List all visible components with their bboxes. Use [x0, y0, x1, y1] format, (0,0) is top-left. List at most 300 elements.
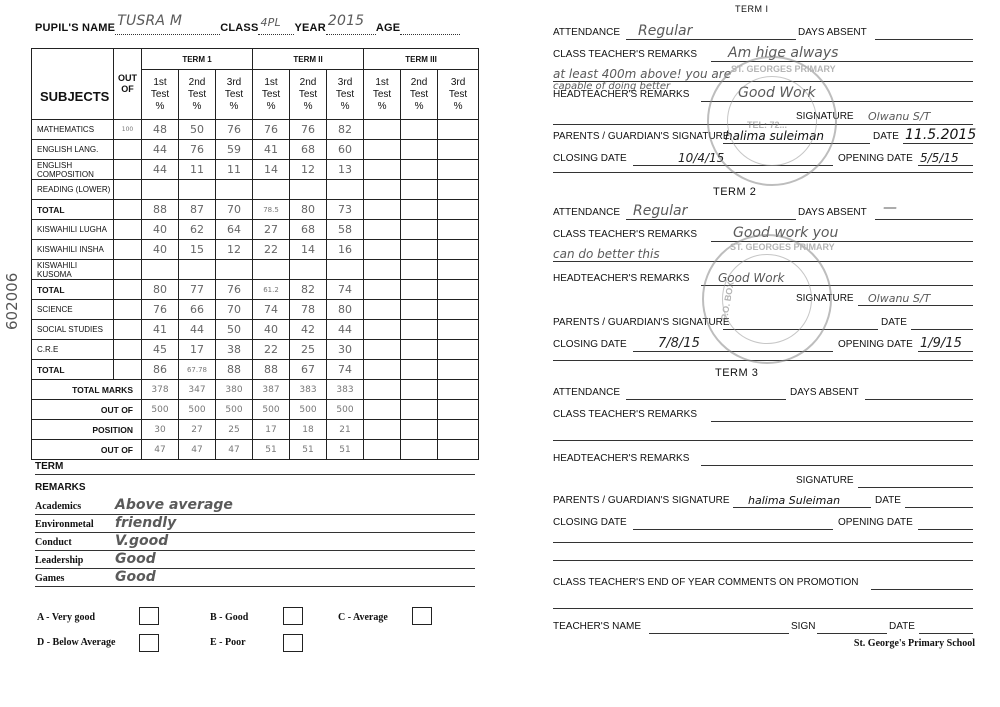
eoy-comments-label: CLASS TEACHER'S END OF YEAR COMMENTS ON PROMOTION [553, 577, 859, 588]
term1-title: TERM I [735, 4, 769, 14]
score-cell[interactable]: 47 [216, 440, 253, 460]
subject-name: SOCIAL STUDIES [32, 320, 114, 340]
score-cell[interactable]: 30 [327, 340, 364, 360]
score-cell[interactable] [438, 360, 479, 380]
school-stamp-term1 [707, 56, 837, 186]
score-cell[interactable]: 80 [290, 200, 327, 220]
term3-title: TERM 3 [715, 367, 759, 379]
score-cell[interactable]: 27 [179, 420, 216, 440]
t1-closing-value[interactable]: 10/4/15 [678, 151, 725, 165]
remark-value[interactable]: Good [115, 569, 156, 585]
score-cell[interactable] [327, 260, 364, 280]
outof-cell[interactable]: 100 [114, 120, 142, 140]
remark-value[interactable]: Good [115, 551, 156, 567]
score-cell[interactable]: 500 [253, 400, 290, 420]
score-cell[interactable]: 38 [216, 340, 253, 360]
score-cell[interactable]: 500 [290, 400, 327, 420]
subject-name: ENGLISH COMPOSITION [32, 160, 114, 180]
stamp2-text-top: ST. GEORGES PRIMARY [730, 242, 835, 252]
t1-opening-value[interactable]: 5/5/15 [920, 151, 959, 165]
score-cell[interactable] [364, 300, 401, 320]
score-cell[interactable]: 14 [253, 160, 290, 180]
score-cell[interactable]: 378 [142, 380, 179, 400]
score-cell[interactable] [401, 240, 438, 260]
t3-class-teacher-row [553, 406, 973, 422]
score-cell[interactable] [364, 320, 401, 340]
t2-class-teacher-value-2[interactable]: can do better this [553, 247, 660, 261]
score-cell[interactable]: 40 [253, 320, 290, 340]
pupil-name-label: PUPIL'S NAME [35, 22, 116, 34]
score-cell[interactable] [253, 260, 290, 280]
t2-opening-label: OPENING DATE [838, 339, 913, 350]
score-cell[interactable] [438, 120, 479, 140]
key-d: D - Below Average [37, 637, 116, 648]
table-row [32, 320, 479, 340]
t3-signature-row [553, 472, 973, 488]
table-row [32, 200, 479, 220]
score-cell[interactable] [216, 180, 253, 200]
score-cell[interactable]: 74 [253, 300, 290, 320]
side-number: 602006 [3, 272, 21, 330]
outof-cell[interactable] [114, 260, 142, 280]
score-cell[interactable]: 40 [142, 240, 179, 260]
t1-closing-label: CLOSING DATE [553, 153, 627, 164]
score-cell[interactable] [364, 220, 401, 240]
table-row [32, 220, 479, 240]
score-cell[interactable] [401, 280, 438, 300]
score-cell[interactable]: 76 [142, 300, 179, 320]
subject-name: SCIENCE [32, 300, 114, 320]
t1-date-label: DATE [873, 131, 899, 142]
score-cell[interactable] [253, 180, 290, 200]
t1-class-teacher-label: CLASS TEACHER'S REMARKS [553, 49, 697, 60]
score-cell[interactable]: 380 [216, 380, 253, 400]
score-cell[interactable]: 11 [216, 160, 253, 180]
score-cell[interactable]: 12 [216, 240, 253, 260]
score-cell[interactable] [179, 180, 216, 200]
score-cell[interactable] [438, 240, 479, 260]
subject-name: READING (LOWER) [32, 180, 114, 200]
t3-line-a [553, 542, 973, 543]
term1-header: TERM 1 [142, 49, 253, 70]
t1-date-value[interactable]: 11.5.2015 [905, 127, 977, 143]
remark-label: Environmetal [35, 519, 94, 530]
score-cell[interactable] [290, 260, 327, 280]
remark-row [35, 497, 475, 515]
outof-cell[interactable] [114, 360, 142, 380]
table-row [32, 400, 479, 420]
table-row [32, 340, 479, 360]
subject-name: KISWAHILI KUSOMA [32, 260, 114, 280]
score-cell[interactable]: 64 [216, 220, 253, 240]
class-value: 4PL [260, 16, 281, 29]
score-cell[interactable]: 88 [253, 360, 290, 380]
score-cell[interactable]: 76 [216, 280, 253, 300]
t1-headteacher-label: HEADTEACHER'S REMARKS [553, 89, 690, 100]
age-field[interactable] [400, 22, 460, 35]
score-cell[interactable]: 13 [327, 160, 364, 180]
score-cell[interactable]: 50 [179, 120, 216, 140]
score-cell[interactable] [438, 200, 479, 220]
outof-cell[interactable] [114, 280, 142, 300]
score-cell[interactable] [438, 280, 479, 300]
remark-label: Conduct [35, 537, 72, 548]
score-cell[interactable] [438, 380, 479, 400]
key-e: E - Poor [210, 637, 246, 648]
score-cell[interactable] [401, 180, 438, 200]
score-cell[interactable]: 17 [253, 420, 290, 440]
score-cell[interactable]: 44 [142, 140, 179, 160]
score-cell[interactable]: 70 [216, 200, 253, 220]
score-cell[interactable] [401, 380, 438, 400]
score-cell[interactable]: 44 [179, 320, 216, 340]
t3-date-label: DATE [875, 495, 901, 506]
score-cell[interactable]: 62 [179, 220, 216, 240]
score-cell[interactable] [364, 140, 401, 160]
t1-headteacher-value[interactable]: Good Work [738, 85, 816, 101]
score-cell[interactable]: 44 [327, 320, 364, 340]
score-cell[interactable] [179, 260, 216, 280]
pupil-info-line [35, 13, 460, 35]
score-cell[interactable] [364, 400, 401, 420]
score-cell[interactable]: 74 [327, 360, 364, 380]
score-cell[interactable]: 41 [142, 320, 179, 340]
t1-class-teacher-value-1[interactable]: Am hige always [728, 45, 839, 61]
class-label: CLASS [220, 22, 259, 34]
score-cell[interactable] [401, 320, 438, 340]
eoy-date-label: DATE [889, 621, 915, 632]
table-row [32, 360, 479, 380]
t3-headteacher-row [553, 450, 973, 466]
score-cell[interactable] [438, 420, 479, 440]
t2-headteacher-value[interactable]: Good Work [718, 271, 785, 285]
score-cell[interactable]: 40 [142, 220, 179, 240]
score-cell[interactable] [438, 160, 479, 180]
score-cell[interactable] [438, 320, 479, 340]
score-cell[interactable]: 74 [327, 280, 364, 300]
t2-signature-label: SIGNATURE [796, 293, 854, 304]
remark-label: Leadership [35, 555, 84, 566]
score-cell[interactable]: 22 [253, 340, 290, 360]
table-row [32, 380, 479, 400]
score-cell[interactable] [364, 180, 401, 200]
year-field[interactable] [326, 13, 376, 35]
t1-signature-label: SIGNATURE [796, 111, 854, 122]
school-name: St. George's Primary School [853, 638, 975, 649]
score-cell[interactable]: 47 [179, 440, 216, 460]
subject-name: C.R.E [32, 340, 114, 360]
score-cell[interactable]: 88 [142, 200, 179, 220]
outof-cell[interactable] [114, 160, 142, 180]
score-cell[interactable] [364, 420, 401, 440]
score-cell[interactable]: 51 [253, 440, 290, 460]
remark-label: Academics [35, 501, 82, 512]
score-cell[interactable]: 41 [253, 140, 290, 160]
score-cell[interactable] [438, 260, 479, 280]
score-cell[interactable]: 82 [327, 120, 364, 140]
remark-value[interactable]: V.good [115, 533, 169, 549]
year-label: YEAR [294, 22, 326, 34]
term2-title: TERM 2 [713, 186, 757, 198]
t2-days-absent-label: DAYS ABSENT [798, 207, 867, 218]
test-header-t1-2: 2nd Test % [179, 70, 216, 120]
score-cell[interactable] [438, 180, 479, 200]
score-cell[interactable]: 27 [253, 220, 290, 240]
subject-name: ENGLISH LANG. [32, 140, 114, 160]
score-cell[interactable]: 78 [290, 300, 327, 320]
outof-cell[interactable] [114, 220, 142, 240]
score-cell[interactable]: 68 [290, 140, 327, 160]
subject-name: POSITION [32, 420, 142, 440]
remark-value[interactable]: friendly [115, 515, 177, 531]
grades-table [31, 48, 479, 460]
outof-cell[interactable] [114, 200, 142, 220]
score-cell[interactable] [327, 180, 364, 200]
eoy-teacher-name-label: TEACHER'S NAME [553, 621, 642, 632]
score-cell[interactable]: 67 [290, 360, 327, 380]
score-cell[interactable]: 11 [179, 160, 216, 180]
subject-name: TOTAL [32, 360, 114, 380]
score-cell[interactable]: 17 [179, 340, 216, 360]
remarks-label: REMARKS [35, 482, 86, 493]
t1-days-absent-label: DAYS ABSENT [798, 27, 867, 38]
score-cell[interactable] [364, 240, 401, 260]
score-cell[interactable] [401, 220, 438, 240]
score-cell[interactable]: 60 [327, 140, 364, 160]
score-cell[interactable]: 18 [290, 420, 327, 440]
t3-attendance-label: ATTENDANCE [553, 387, 621, 398]
score-cell[interactable]: 80 [142, 280, 179, 300]
subjects-header: SUBJECTS [32, 49, 114, 120]
key-a: A - Very good [37, 612, 96, 623]
score-cell[interactable] [216, 260, 253, 280]
t1-attendance-row [553, 24, 973, 40]
score-cell[interactable]: 58 [327, 220, 364, 240]
score-cell[interactable]: 76 [179, 140, 216, 160]
t3-parents-value[interactable]: halima Suleiman [748, 494, 841, 507]
remarks-header-row [35, 477, 475, 495]
score-cell[interactable] [364, 340, 401, 360]
table-row [32, 240, 479, 260]
t1-attendance-value[interactable]: Regular [638, 23, 693, 39]
score-cell[interactable] [401, 120, 438, 140]
score-cell[interactable]: 500 [142, 400, 179, 420]
score-cell[interactable] [438, 400, 479, 420]
remark-row [35, 551, 475, 569]
score-cell[interactable]: 51 [327, 440, 364, 460]
score-cell[interactable]: 51 [290, 440, 327, 460]
stamp-text-tel: TEL: 72... [747, 120, 788, 130]
pupil-name-value: TUSRA M [117, 13, 183, 29]
score-cell[interactable]: 77 [179, 280, 216, 300]
score-cell[interactable] [364, 120, 401, 140]
score-cell[interactable]: 76 [253, 120, 290, 140]
score-cell[interactable]: 66 [179, 300, 216, 320]
score-cell[interactable]: 383 [290, 380, 327, 400]
score-cell[interactable]: 61.2 [253, 280, 290, 300]
score-cell[interactable]: 88 [216, 360, 253, 380]
score-cell[interactable]: 347 [179, 380, 216, 400]
test-header-t2-1: 1st Test % [253, 70, 290, 120]
t2-date-label: DATE [881, 317, 907, 328]
score-cell[interactable]: 12 [290, 160, 327, 180]
score-cell[interactable] [401, 300, 438, 320]
t3-parents-row [553, 492, 973, 508]
term3-header: TERM III [364, 49, 479, 70]
score-cell[interactable]: 80 [327, 300, 364, 320]
score-cell[interactable]: 70 [216, 300, 253, 320]
key-e-checkbox[interactable] [283, 634, 303, 652]
score-cell[interactable]: 73 [327, 200, 364, 220]
score-cell[interactable] [401, 340, 438, 360]
score-cell[interactable] [364, 380, 401, 400]
outof-cell[interactable] [114, 320, 142, 340]
score-cell[interactable] [364, 200, 401, 220]
score-cell[interactable]: 67.78 [179, 360, 216, 380]
score-cell[interactable] [401, 260, 438, 280]
key-b-checkbox[interactable] [283, 607, 303, 625]
class-field[interactable] [258, 16, 294, 35]
t1-parents-value[interactable]: halima suleiman [725, 129, 825, 143]
score-cell[interactable] [401, 160, 438, 180]
score-cell[interactable] [142, 260, 179, 280]
score-cell[interactable] [142, 180, 179, 200]
score-cell[interactable]: 387 [253, 380, 290, 400]
score-cell[interactable]: 14 [290, 240, 327, 260]
score-cell[interactable]: 383 [327, 380, 364, 400]
score-cell[interactable] [401, 400, 438, 420]
outof-cell[interactable] [114, 140, 142, 160]
score-cell[interactable] [438, 140, 479, 160]
score-cell[interactable]: 15 [179, 240, 216, 260]
score-cell[interactable]: 86 [142, 360, 179, 380]
score-cell[interactable]: 48 [142, 120, 179, 140]
score-cell[interactable]: 16 [327, 240, 364, 260]
score-cell[interactable]: 59 [216, 140, 253, 160]
t2-attendance-value[interactable]: Regular [633, 203, 688, 219]
score-cell[interactable] [364, 260, 401, 280]
table-row [32, 260, 479, 280]
t2-signature-value[interactable]: Olwanu S/T [868, 292, 931, 305]
key-d-checkbox[interactable] [139, 634, 159, 652]
score-cell[interactable] [401, 360, 438, 380]
score-cell[interactable]: 22 [253, 240, 290, 260]
score-cell[interactable]: 25 [216, 420, 253, 440]
remarks-term-label: TERM [35, 461, 64, 472]
t2-opening-value[interactable]: 1/9/15 [920, 336, 962, 351]
score-cell[interactable] [290, 180, 327, 200]
score-cell[interactable] [364, 160, 401, 180]
age-label: AGE [375, 22, 401, 34]
score-cell[interactable] [364, 360, 401, 380]
key-c: C - Average [338, 612, 388, 623]
t1-class-teacher-value-3: capable of doing better [553, 81, 671, 92]
score-cell[interactable] [438, 300, 479, 320]
table-row [32, 180, 479, 200]
score-cell[interactable]: 30 [142, 420, 179, 440]
test-header-t2-2: 2nd Test % [290, 70, 327, 120]
t2-class-teacher-value-1[interactable]: Good work you [733, 225, 839, 241]
outof-cell[interactable] [114, 180, 142, 200]
remark-value[interactable]: Above average [115, 497, 233, 513]
score-cell[interactable]: 50 [216, 320, 253, 340]
t1-opening-label: OPENING DATE [838, 153, 913, 164]
score-cell[interactable]: 45 [142, 340, 179, 360]
t1-parents-label: PARENTS / GUARDIAN'S SIGNATURE [553, 131, 730, 142]
remark-row [35, 569, 475, 587]
t2-class-teacher-label: CLASS TEACHER'S REMARKS [553, 229, 697, 240]
test-header-t3-1: 1st Test % [364, 70, 401, 120]
subject-name: KISWAHILI LUGHA [32, 220, 114, 240]
pupil-name-field[interactable] [115, 13, 220, 35]
score-cell[interactable]: 500 [179, 400, 216, 420]
subject-name: TOTAL [32, 200, 114, 220]
table-row [32, 420, 479, 440]
score-cell[interactable]: 500 [327, 400, 364, 420]
school-stamp-term2 [702, 234, 835, 364]
year-value: 2015 [327, 13, 365, 29]
left-page [0, 0, 490, 707]
score-cell[interactable] [401, 420, 438, 440]
t2-parents-label: PARENTS / GUARDIAN'S SIGNATURE [553, 317, 730, 328]
t2-attendance-row [553, 200, 973, 220]
score-cell[interactable]: 25 [290, 340, 327, 360]
score-cell[interactable]: 68 [290, 220, 327, 240]
subject-name: TOTAL [32, 280, 114, 300]
score-cell[interactable] [401, 200, 438, 220]
outof-cell[interactable] [114, 300, 142, 320]
score-cell[interactable]: 76 [216, 120, 253, 140]
score-cell[interactable] [401, 140, 438, 160]
eoy-line [553, 608, 973, 609]
t1-signature-value[interactable]: Olwanu S/T [868, 110, 931, 123]
score-cell[interactable]: 47 [142, 440, 179, 460]
t3-blank-line [553, 440, 973, 441]
outof-cell[interactable] [114, 340, 142, 360]
test-header-t3-2: 2nd Test % [401, 70, 438, 120]
key-a-checkbox[interactable] [139, 607, 159, 625]
eoy-comments-row [553, 574, 973, 590]
t2-days-absent-value[interactable]: — [883, 200, 897, 216]
remarks-term-row [35, 457, 475, 475]
score-cell[interactable] [438, 340, 479, 360]
score-cell[interactable]: 42 [290, 320, 327, 340]
remark-row [35, 515, 475, 533]
score-cell[interactable]: 500 [216, 400, 253, 420]
key-c-checkbox[interactable] [412, 607, 432, 625]
table-row [32, 120, 479, 140]
outof-cell[interactable] [114, 240, 142, 260]
t2-closing-value[interactable]: 7/8/15 [658, 336, 700, 351]
score-cell[interactable] [364, 280, 401, 300]
table-row [32, 280, 479, 300]
t2-attendance-label: ATTENDANCE [553, 207, 621, 218]
t3-closing-label: CLOSING DATE [553, 517, 627, 528]
score-cell[interactable] [438, 220, 479, 240]
table-row [32, 140, 479, 160]
score-cell[interactable]: 82 [290, 280, 327, 300]
score-cell[interactable]: 78.5 [253, 200, 290, 220]
score-cell[interactable]: 21 [327, 420, 364, 440]
remark-label: Games [35, 573, 65, 584]
test-header-t1-1: 1st Test % [142, 70, 179, 120]
score-cell[interactable]: 44 [142, 160, 179, 180]
score-cell[interactable]: 76 [290, 120, 327, 140]
stamp2-text-box: P.O. BOX [719, 280, 736, 322]
score-cell[interactable]: 87 [179, 200, 216, 220]
t1-class-teacher-value-2[interactable]: at least 400m above! you are [553, 67, 732, 81]
stamp-text-top: ST. GEORGES PRIMARY [731, 64, 836, 74]
